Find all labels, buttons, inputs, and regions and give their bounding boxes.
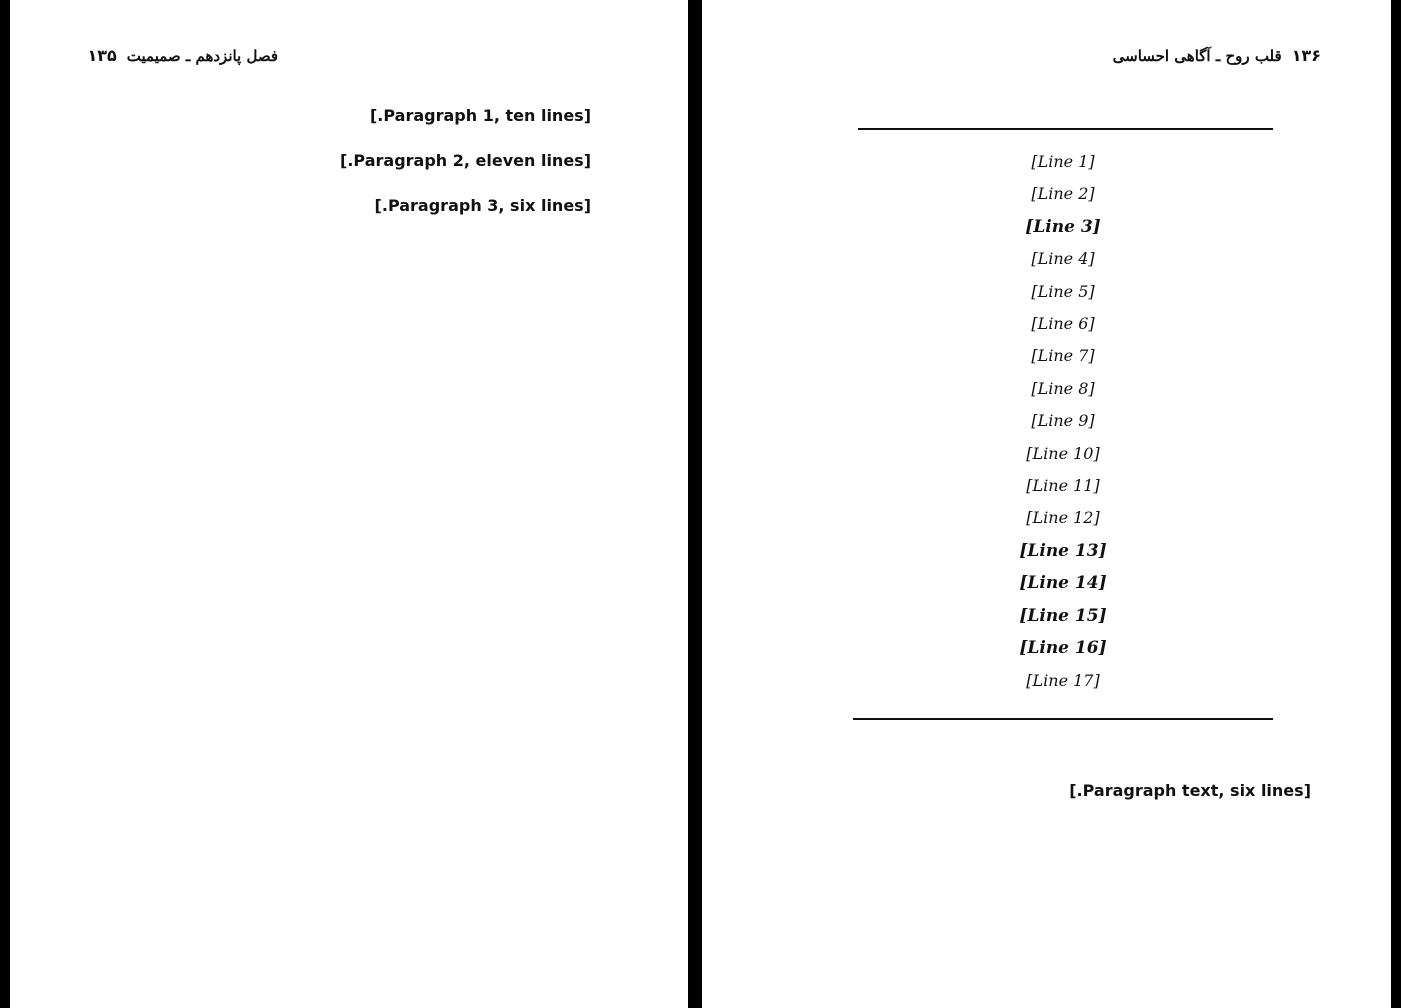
paragraph-2: [Paragraph 2, eleven lines.] [340, 151, 591, 170]
poem-line: [Line 5] [1031, 281, 1095, 301]
paragraph-1: [Paragraph 1, ten lines.] [369, 106, 591, 125]
poem-line: [Line 7] [1031, 346, 1095, 366]
poem-line: [Line 17] [1026, 670, 1100, 690]
divider-rule-top [858, 128, 1273, 130]
scan-edge-right [1391, 0, 1401, 1008]
poem-line: [Line 6] [1031, 314, 1095, 334]
poem-line: [Line 14] [1019, 573, 1107, 594]
running-head-title: قلب روح ـ آگاهی احساسی [1112, 47, 1282, 65]
running-head [1113, 46, 1321, 65]
paragraph-1: [Paragraph text, six lines.] [1069, 781, 1311, 800]
poem-line: [Line 15] [1019, 605, 1107, 626]
page-136 [702, 0, 1391, 1008]
divider-rule-bottom [853, 718, 1273, 720]
poem-line: [Line 4] [1031, 249, 1095, 269]
paragraph-3: [Paragraph 3, six lines.] [374, 196, 591, 215]
book-spine-gutter [688, 0, 702, 1008]
poem-line: [Line 9] [1031, 411, 1095, 431]
page-number: ۱۳۵ [87, 46, 117, 65]
poem-line: [Line 13] [1019, 540, 1107, 561]
body-text [108, 100, 613, 235]
running-head-title: فصل پانزدهم ـ صمیمیت [126, 47, 278, 65]
poem-block [853, 146, 1273, 697]
poem-line: [Line 12] [1026, 508, 1100, 528]
poem-line: [Line 1] [1031, 152, 1095, 171]
poem-line: [Line 10] [1026, 443, 1100, 463]
poem-line: [Line 2] [1031, 184, 1095, 204]
scan-edge-left [0, 0, 10, 1008]
poem-line: [Line 3] [1025, 216, 1101, 237]
page-135 [10, 0, 688, 1008]
running-head [87, 46, 278, 65]
poem-line: [Line 11] [1026, 476, 1100, 496]
poem-line: [Line 8] [1031, 378, 1095, 398]
page-number: ۱۳۶ [1291, 46, 1321, 65]
poem-line: [Line 16] [1019, 638, 1107, 659]
